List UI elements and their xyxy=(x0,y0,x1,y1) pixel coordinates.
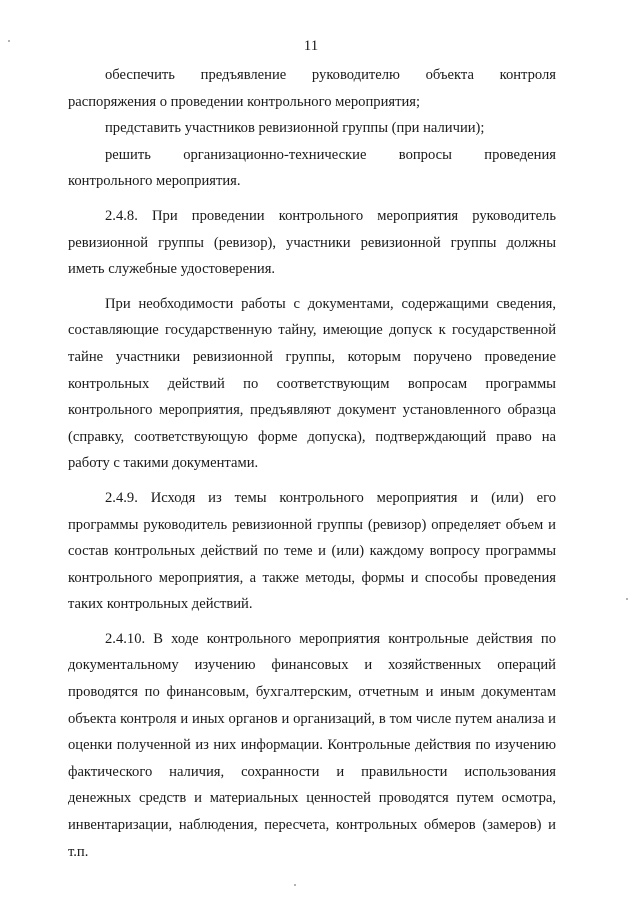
paragraph-gap xyxy=(68,283,556,291)
scan-speck xyxy=(294,884,296,886)
document-body xyxy=(68,62,556,865)
paragraph-solve-issues: решить организационно-технические вопросы проведения контрольного мероприятия. xyxy=(68,146,556,190)
page-number: 11 xyxy=(303,38,319,54)
paragraph-gap xyxy=(68,195,556,203)
paragraph-present-order: обеспечить предъявление руководителю объекта контроля распоряжения о проведении контрольного мероприятия; xyxy=(68,67,556,110)
paragraph-present-participants: представить участников ревизионной группы (при наличии); xyxy=(105,120,485,137)
paragraph-2-4-8: 2.4.8. При проведении контрольного мероприятия руководитель ревизионной группы (ревизор), участники ревизионной группы должны иметь служебные удостоверения. xyxy=(68,207,556,278)
scan-speck xyxy=(8,40,10,42)
paragraph-gap xyxy=(68,618,556,626)
scan-speck xyxy=(626,598,628,600)
paragraph-2-4-10: 2.4.10. В ходе контрольного мероприятия контрольные действия по документальному изучению финансовых и хозяйственных операций проводятся по финансовым, бухгалтерским, отчетным и иным документам объекта контроля и иных органов и организаций, в том числе путем анализа и оценки полученной из них информации. Контрольные действия по изучению фактического наличия, сохранности и правильности использования денежных средств и материальных ценностей проводятся путем осмотра, инвентаризации, наблюдения, пересчета, контрольных обмеров (замеров) и т.п. xyxy=(68,630,556,860)
paragraph-state-secret: При необходимости работы с документами, содержащими сведения, составляющие государственную тайну, имеющие допуск к государственной тайне участники ревизионной группы, которым поручено проведение контрольных действий по соответствующим вопросам программы контрольного мероприятия, предъявляют документ установленного образца (справку, соответствующую форме допуска), подтверждающий право на работу с такими документами. xyxy=(68,295,556,472)
paragraph-2-4-9: 2.4.9. Исходя из темы контрольного мероприятия и (или) его программы руководитель ревизионной группы (ревизор) определяет объем и состав контрольных действий по теме и (или) каждому вопросу программы контрольного мероприятия, а также методы, формы и способы проведения таких контрольных действий. xyxy=(68,489,556,613)
paragraph-gap xyxy=(68,477,556,485)
